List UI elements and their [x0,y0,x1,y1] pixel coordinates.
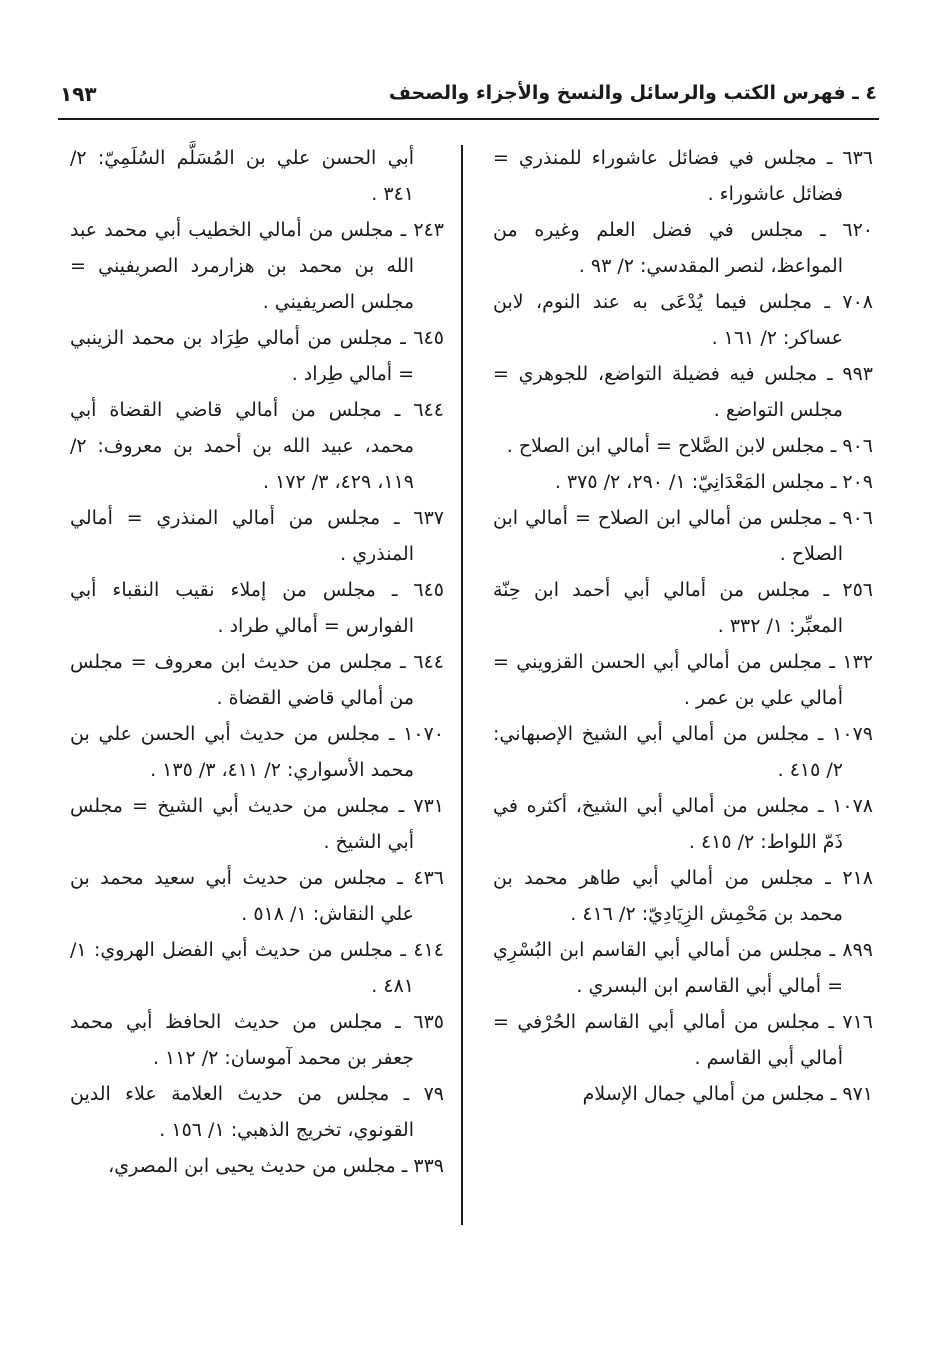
index-entry: ٢٤٣ ـ مجلس من أمالي الخطيب أبي محمد عبد الله بن محمد بن هزارمرد الصريفيني = مجلس الصريفيني . [70,219,444,313]
page-header [60,82,877,116]
index-entry: ٦٣٧ ـ مجلس من أمالي المنذري = أمالي المنذري . [70,507,444,565]
index-entry: ٣٣٩ ـ مجلس من حديث يحيى ابن المصري، [108,1155,444,1177]
header-rule [58,118,879,120]
running-title: ٤ ـ فهرس الكتب والرسائل والنسخ والأجزاء والصحف [388,82,877,104]
column-divider [461,145,463,1225]
index-entry: ٢٠٩ ـ مجلس المَعْدَانِيّ: ١/ ٢٩٠، ٢/ ٣٧٥ . [554,471,873,493]
index-entry-continuation: أبي الحسن علي بن المُسَلَّم السُلَمِيّ: ٢/ ٣٤١ . [70,147,414,205]
index-entry: ٢١٨ ـ مجلس من أمالي أبي طاهر محمد بن محمد بن مَحْمِش الزِيَادِيّ: ٢/ ٤١٦ . [493,867,873,925]
left-column [70,140,444,1184]
index-entry: ٧١٦ ـ مجلس من أمالي أبي القاسم الحُرْفي = أمالي أبي القاسم . [493,1011,873,1069]
index-entry: ٨٩٩ ـ مجلس من أمالي أبي القاسم ابن البُسْرِي = أمالي أبي القاسم ابن البسري . [493,939,873,997]
index-entry: ١٣٢ ـ مجلس من أمالي أبي الحسن القزويني = أمالي علي بن عمر . [493,651,873,709]
index-entry: ٧٣١ ـ مجلس من حديث أبي الشيخ = مجلس أبي الشيخ . [70,795,444,853]
index-entry: ٧٠٨ ـ مجلس فيما يُدْعَى به عند النوم، لابن عساكر: ٢/ ١٦١ . [493,291,873,349]
index-entry: ٤٣٦ ـ مجلس من حديث أبي سعيد محمد بن علي النقاش: ١/ ٥١٨ . [70,867,444,925]
index-entry: ٦٣٥ ـ مجلس من حديث الحافظ أبي محمد جعفر بن محمد آموسان: ٢/ ١١٢ . [70,1011,444,1069]
page-number: ١٩٣ [60,82,97,106]
index-entry: ٦٣٦ ـ مجلس في فضائل عاشوراء للمنذري = فضائل عاشوراء . [493,147,873,205]
index-entry: ١٠٧٩ ـ مجلس من أمالي أبي الشيخ الإصبهاني: ٢/ ٤١٥ . [493,723,873,781]
index-entry: ١٠٧٠ ـ مجلس من حديث أبي الحسن علي بن محمد الأسواري: ٢/ ٤١١، ٣/ ١٣٥ . [70,723,444,781]
index-entry: ٧٩ ـ مجلس من حديث العلامة علاء الدين القونوي، تخريج الذهبي: ١/ ١٥٦ . [70,1083,444,1141]
index-entry: ٤١٤ ـ مجلس من حديث أبي الفضل الهروي: ١/ ٤٨١ . [70,939,444,997]
right-column [493,140,873,1112]
index-entry: ٢٥٦ ـ مجلس من أمالي أبي أحمد ابن حِنّة المعبِّر: ١/ ٣٣٢ . [493,579,873,637]
index-entry: ٦٤٤ ـ مجلس من أمالي قاضي القضاة أبي محمد، عبيد الله بن أحمد بن معروف: ٢/ ١١٩، ٤٢٩، ٣/ ١٧٢ . [70,399,444,493]
index-entry: ٩٩٣ ـ مجلس فيه فضيلة التواضع، للجوهري = مجلس التواضع . [493,363,873,421]
index-entry: ٩٠٦ ـ مجلس من أمالي ابن الصلاح = أمالي ابن الصلاح . [493,507,873,565]
index-entry: ٦٢٠ ـ مجلس في فضل العلم وغيره من المواعظ، لنصر المقدسي: ٢/ ٩٣ . [493,219,873,277]
index-entry: ٦٤٤ ـ مجلس من حديث ابن معروف = مجلس من أمالي قاضي القضاة . [70,651,444,709]
index-entry: ٩٠٦ ـ مجلس لابن الصَّلاح = أمالي ابن الصلاح . [506,435,873,457]
index-entry: ٩٧١ ـ مجلس من أمالي جمال الإسلام [582,1083,873,1105]
index-entry: ١٠٧٨ ـ مجلس من أمالي أبي الشيخ، أكثره في ذَمّ اللواط: ٢/ ٤١٥ . [493,795,873,853]
index-entry: ٦٤٥ ـ مجلس من إملاء نقيب النقباء أبي الفوارس = أمالي طراد . [70,579,444,637]
index-entry: ٦٤٥ ـ مجلس من أمالي طِرَاد بن محمد الزينبي = أمالي طِراد . [70,327,444,385]
